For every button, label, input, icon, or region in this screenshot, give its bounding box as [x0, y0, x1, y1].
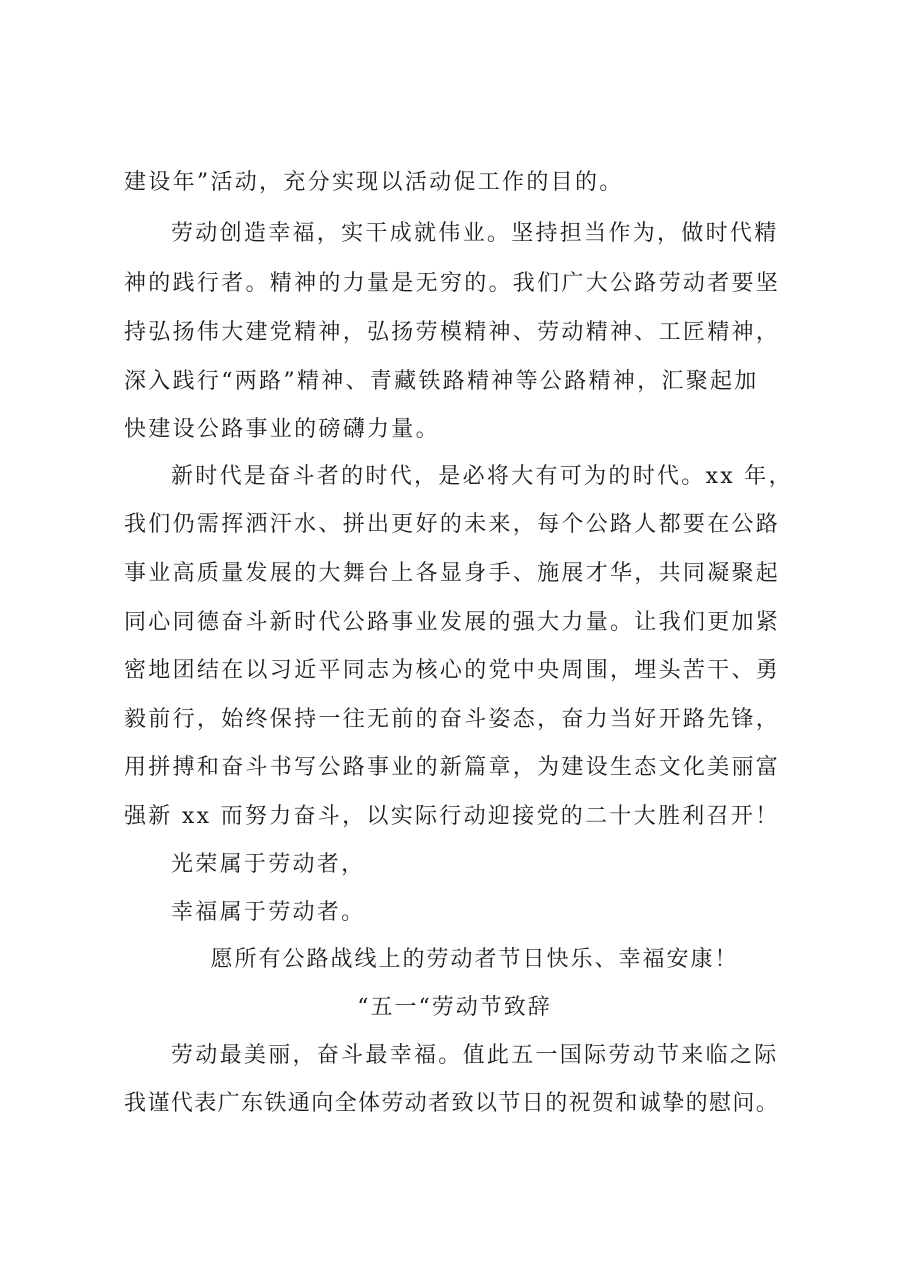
paragraph-line: 我们仍需挥洒汗水、拼出更好的未来，每个公路人都要在公路: [124, 512, 781, 537]
paragraph-line: 神的践行者。精神的力量是无穷的。我们广大公路劳动者要坚: [124, 271, 781, 296]
paragraph-line: 事业高质量发展的大舞台上各显身手、施展才华，共同凝聚起: [124, 561, 781, 586]
paragraph-line: 新时代是奋斗者的时代，是必将大有可为的时代。xx 年，: [171, 464, 793, 489]
paragraph-line: 密地团结在以习近平同志为核心的党中央周围，埋头苦干、勇: [124, 658, 781, 683]
paragraph-line: 建设年”活动，充分实现以活动促工作的目的。: [124, 170, 624, 195]
section-title: “五一“劳动节致辞: [357, 995, 552, 1020]
paragraph-line: 持弘扬伟大建党精神，弘扬劳模精神、劳动精神、工匠精神，: [124, 320, 781, 345]
paragraph-line: 快建设公路事业的磅礴力量。: [124, 417, 440, 442]
paragraph-line: 用拼搏和奋斗书写公路事业的新篇章，为建设生态文化美丽富: [124, 755, 781, 780]
paragraph-line: 劳动创造幸福，实干成就伟业。坚持担当作为，做时代精: [171, 221, 779, 246]
closing-line: 幸福属于劳动者。: [171, 900, 366, 925]
greeting-line: 愿所有公路战线上的劳动者节日快乐、幸福安康！: [210, 947, 739, 972]
paragraph-line: 同心同德奋斗新时代公路事业发展的强大力量。让我们更加紧: [124, 610, 781, 635]
paragraph-line: 强新 xx 而努力奋斗，以实际行动迎接党的二十大胜利召开！: [124, 804, 780, 829]
paragraph-line: 我谨代表广东铁通向全体劳动者致以节日的祝贺和诚挚的慰问。: [124, 1091, 780, 1116]
closing-line: 光荣属于劳动者，: [171, 852, 366, 877]
paragraph-line: 劳动最美丽，奋斗最幸福。值此五一国际劳动节来临之际: [171, 1043, 779, 1068]
paragraph-line: 毅前行，始终保持一往无前的奋斗姿态，奋力当好开路先锋，: [124, 707, 781, 732]
paragraph-line: 深入践行“两路”精神、青藏铁路精神等公路精神，汇聚起加: [124, 369, 759, 394]
